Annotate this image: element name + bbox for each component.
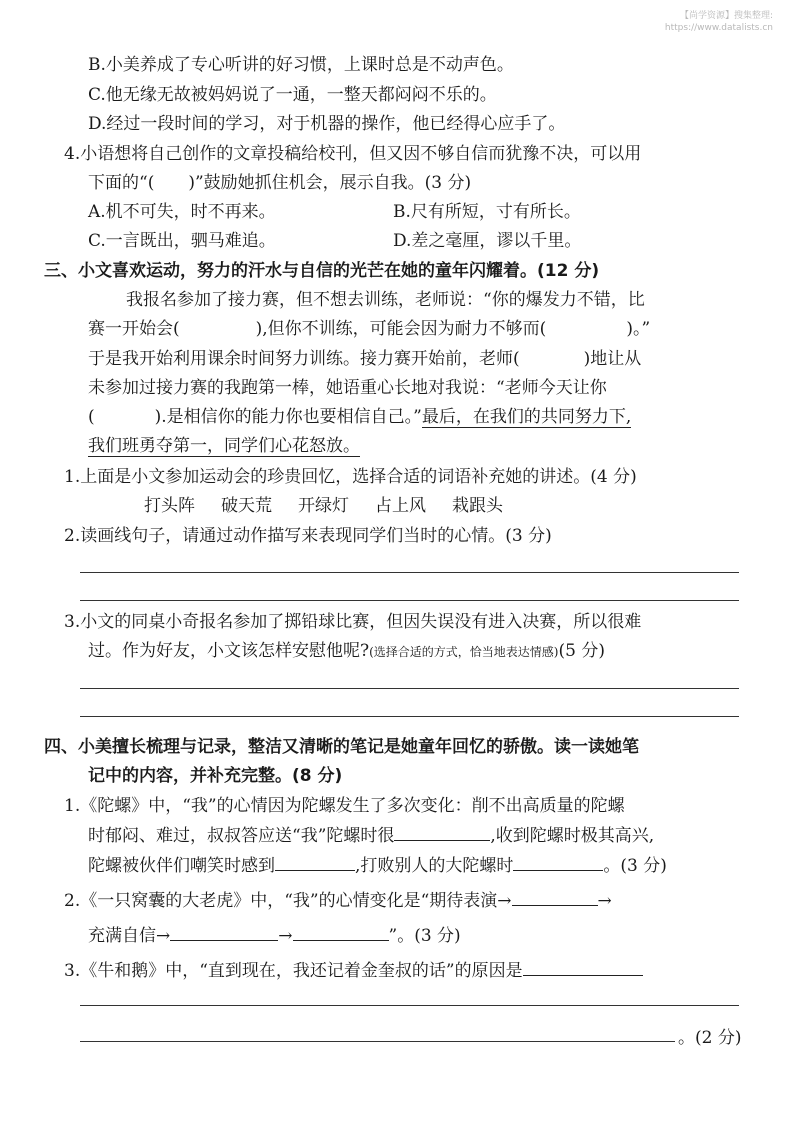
q4-option-b: B.尺有所短，寸有所长。 <box>393 202 581 222</box>
option-b-prev: B.小美养成了专心听讲的好习惯，上课时总是不动声色。 <box>88 55 514 75</box>
fill-blank[interactable] <box>523 957 643 976</box>
answer-line[interactable] <box>80 688 739 689</box>
q4-option-d: D.差之毫厘，谬以千里。 <box>393 231 582 251</box>
passage-line5: ( ).是相信你的能力你也要相信自己。”最后，在我们的共同努力下, <box>88 407 632 427</box>
passage-line4: 未参加过接力赛的我跑第一棒，她语重心长地对我说：“老师今天让你 <box>88 378 607 398</box>
s4-question2-line2: 充满自信→ → ”。(3 分) <box>88 922 461 949</box>
option-d-prev: D.经过一段时间的学习，对于机器的操作，他已经得心应手了。 <box>88 114 566 134</box>
option-c-prev: C.他无缘无故被妈妈说了一通，一整天都闷闷不乐的。 <box>88 85 497 105</box>
q4-stem-line2: 下面的“( )”鼓励她抓住机会，展示自我。(3 分) <box>88 173 472 193</box>
s4-question1-line2: 时郁闷、难过，叔叔答应送“我”陀螺时很 ,收到陀螺时极其高兴, <box>88 822 654 849</box>
s3-question2: 2.读画线句子，请通过动作描写来表现同学们当时的心情。(3 分) <box>64 526 552 546</box>
watermark-line2: https://www.datalists.cn <box>664 23 773 33</box>
s3-question3-line2: 过。作为好友，小文该怎样安慰他呢?(选择合适的方式，恰当地表达情感)(5 分) <box>88 641 605 661</box>
s4-question3-points: 。(2 分) <box>678 1028 742 1048</box>
passage-line6 <box>88 433 360 459</box>
q4-stem-line1: 4.小语想将自己创作的文章投稿给校刊，但又因不够自信而犹豫不决，可以用 <box>64 144 642 164</box>
passage-line2: 赛一开始会( ),但你不训练，可能会因为耐力不够而( )。” <box>88 319 651 339</box>
s4-question1-line1: 1.《陀螺》中，“我”的心情因为陀螺发生了多次变化：削不出高质量的陀螺 <box>64 796 625 816</box>
answer-line[interactable] <box>80 600 739 601</box>
word-1: 打头阵 <box>144 496 195 516</box>
word-3: 开绿灯 <box>298 496 349 516</box>
q4-option-c: C.一言既出，驷马难追。 <box>88 231 276 251</box>
q4-option-a: A.机不可失，时不再来。 <box>88 202 276 222</box>
answer-line[interactable] <box>80 716 739 717</box>
s3-question1: 1.上面是小文参加运动会的珍贵回忆，选择合适的词语补充她的讲述。(4 分) <box>64 467 637 487</box>
fill-blank[interactable] <box>394 822 490 841</box>
s3-question3-line1: 3.小文的同桌小奇报名参加了掷铅球比赛，但因失误没有进入决赛，所以很难 <box>64 612 642 632</box>
section3-title: 三、小文喜欢运动，努力的汗水与自信的光芒在她的童年闪耀着。(12 分) <box>44 261 600 281</box>
underlined-sentence-part1: 最后，在我们的共同努力下, <box>421 407 632 427</box>
answer-line[interactable] <box>80 1041 675 1042</box>
s4-question3-line1: 3.《牛和鹅》中，“直到现在，我还记着金奎叔的话”的原因是 <box>64 957 643 984</box>
passage-line3: 于是我开始利用课余时间努力训练。接力赛开始前，老师( )地让从 <box>88 349 642 369</box>
word-4: 占上风 <box>375 496 426 516</box>
word-5: 栽跟头 <box>452 496 503 516</box>
answer-line[interactable] <box>80 572 739 573</box>
watermark <box>665 10 773 34</box>
watermark-line1: 【尚学资源】搜集整理: <box>679 11 773 21</box>
fill-blank[interactable] <box>293 922 389 941</box>
section4-title-line2: 记中的内容，并补充完整。(8 分) <box>88 766 343 786</box>
passage-line1: 我报名参加了接力赛，但不想去训练，老师说：“你的爆发力不错，比 <box>126 290 645 310</box>
s4-question2-line1: 2.《一只窝囊的大老虎》中，“我”的心情变化是“期待表演→ → <box>64 887 612 914</box>
answer-line[interactable] <box>80 1005 739 1006</box>
fill-blank[interactable] <box>513 852 603 871</box>
fill-blank[interactable] <box>275 852 355 871</box>
fill-blank[interactable] <box>512 887 598 906</box>
underlined-sentence-part2: 我们班勇夺第一，同学们心花怒放。 <box>88 436 360 456</box>
word-bank <box>144 493 529 519</box>
s4-question1-line3: 陀螺被伙伴们嘲笑时感到 ,打败别人的大陀螺时 。(3 分) <box>88 852 667 879</box>
section4-title-line1: 四、小美擅长梳理与记录，整洁又清晰的笔记是她童年回忆的骄傲。读一读她笔 <box>44 737 639 757</box>
fill-blank[interactable] <box>170 922 278 941</box>
word-2: 破天荒 <box>221 496 272 516</box>
